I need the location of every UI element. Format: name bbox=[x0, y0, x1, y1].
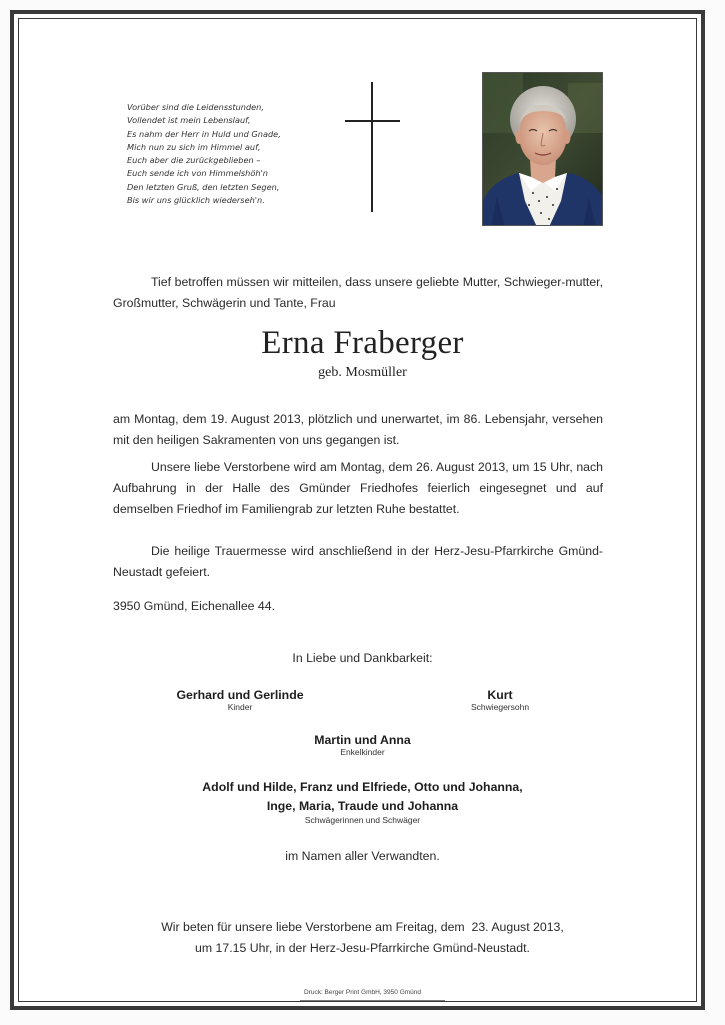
deceased-name: Erna Fraberger bbox=[261, 325, 464, 361]
address: 3950 Gmünd, Eichenallee 44. bbox=[113, 599, 276, 613]
siblings-line-2: Inge, Maria, Traude und Johanna bbox=[266, 799, 459, 813]
siblings-block bbox=[0, 777, 725, 825]
printer-credit: Druck: Berger Print GmbH, 3950 Gmünd bbox=[303, 989, 422, 996]
printer-rule bbox=[300, 1000, 445, 1001]
soninlaw-role: Schwiegersohn bbox=[470, 702, 530, 712]
mourners-heading: In Liebe und Dankbarkeit: bbox=[292, 651, 433, 665]
siblings-role: Schwägerinnen und Schwäger bbox=[304, 815, 421, 825]
poem-line: Den letzten Gruß, den letzten Segen, bbox=[127, 181, 280, 192]
grandchildren-names: Martin und Anna bbox=[314, 733, 411, 747]
prayer-line-1: Wir beten für unsere liebe Verstorbene am Freitag, dem 23. August 2013, bbox=[161, 920, 564, 934]
poem-line: Es nahm der Herr in Huld und Gnade, bbox=[127, 128, 281, 139]
siblings-line-1: Adolf und Hilde, Franz und Elfriede, Otto und Johanna, bbox=[202, 780, 523, 794]
soninlaw-block bbox=[420, 688, 580, 712]
death-paragraph: am Montag, dem 19. August 2013, plötzlich und unerwartet, im 86. Lebensjahr, versehen mit den heiligen Sakramenten von uns gegangen ist. bbox=[113, 412, 603, 447]
poem-line: Bis wir uns glücklich wiederseh'n. bbox=[127, 195, 265, 206]
poem-line: Vorüber sind die Leidensstunden, bbox=[127, 102, 264, 112]
burial-paragraph: Unsere liebe Verstorbene wird am Montag, dem 26. August 2013, um 15 Uhr, nach Aufbahrung in der Halle des Gmünder Friedhofes feierlich eingesegnet und auf demselben Friedhof im Familiengrab zur letzten Ruhe bestattet. bbox=[113, 460, 603, 516]
poem-line: Euch aber die zurückgeblieben – bbox=[127, 155, 261, 166]
poem bbox=[127, 101, 347, 207]
grandchildren-block bbox=[0, 733, 725, 757]
maiden-name: geb. Mosmüller bbox=[318, 365, 407, 380]
soninlaw-name: Kurt bbox=[487, 688, 513, 702]
mass-paragraph: Die heilige Trauermesse wird anschließend in der Herz-Jesu-Pfarrkirche Gmünd-Neustadt gefeiert. bbox=[113, 544, 603, 579]
poem-line: Vollendet ist mein Lebenslauf, bbox=[127, 115, 251, 126]
children-block bbox=[150, 688, 330, 712]
poem-line: Mich nun zu sich im Himmel auf, bbox=[127, 141, 261, 152]
poem-line: Euch sende ich von Himmelshöh'n bbox=[127, 168, 268, 179]
children-role: Kinder bbox=[227, 702, 253, 712]
grandchildren-role: Enkelkinder bbox=[340, 747, 385, 757]
prayer-line-2: um 17.15 Uhr, in der Herz-Jesu-Pfarrkirche Gmünd-Neustadt. bbox=[195, 941, 530, 955]
intro-text: Tief betroffen müssen wir mitteilen, dass unsere geliebte Mutter, Schwieger-mutter, Großmutter, Schwägerin und Tante, Frau bbox=[113, 275, 603, 310]
prayer-notice bbox=[0, 917, 725, 959]
children-names: Gerhard und Gerlinde bbox=[176, 688, 304, 702]
closing-line: im Namen aller Verwandten. bbox=[285, 849, 440, 863]
portrait-photo bbox=[482, 72, 603, 226]
